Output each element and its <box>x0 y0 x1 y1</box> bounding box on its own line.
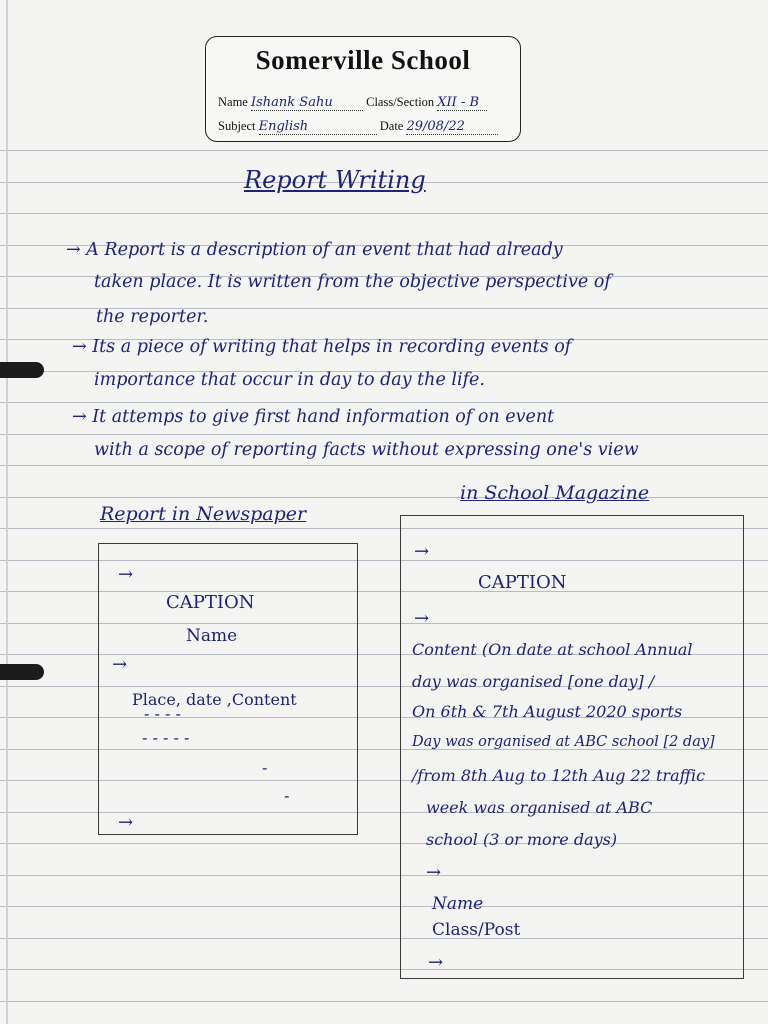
magazine-content-line-1: Content (On date at school Annual <box>412 640 693 659</box>
subject-label: Subject <box>218 119 256 133</box>
newspaper-name: Name <box>186 626 238 646</box>
magazine-arrow-1: → <box>414 541 430 562</box>
magazine-content-line-5: /from 8th Aug to 12th Aug 22 traffic <box>412 766 706 785</box>
newspaper-place-date: Place, date ,Content <box>132 690 297 709</box>
magazine-caption: CAPTION <box>478 572 567 593</box>
school-header <box>205 36 521 142</box>
ruled-line <box>0 1001 768 1002</box>
newspaper-report-box <box>98 543 358 835</box>
point-line-7: with a scope of reporting facts without expressing one's view <box>94 440 639 460</box>
magazine-class-post: Class/Post <box>432 920 521 940</box>
binder-ring-bottom <box>0 664 44 680</box>
magazine-heading: in School Magazine <box>460 482 650 504</box>
ruled-line <box>0 402 768 403</box>
magazine-arrow-2: → <box>414 608 430 629</box>
newspaper-arrow-2: → <box>112 654 128 675</box>
name-value: Ishank Sahu <box>251 95 363 111</box>
ruled-line <box>0 213 768 214</box>
newspaper-caption: CAPTION <box>166 592 255 613</box>
ruled-line <box>0 434 768 435</box>
point-line-3: the reporter. <box>96 307 209 327</box>
newspaper-heading: Report in Newspaper <box>100 503 307 525</box>
newspaper-dash-1: - - - - <box>144 704 181 723</box>
page-margin <box>6 0 8 1024</box>
newspaper-arrow-3: → <box>118 812 134 833</box>
class-label: Class/Section <box>366 95 435 109</box>
class-value: XII - B <box>437 95 487 111</box>
newspaper-dash-3: - <box>262 758 268 777</box>
school-name: Somerville School <box>255 45 471 75</box>
ruled-line <box>0 465 768 466</box>
ruled-line <box>0 150 768 151</box>
magazine-arrow-4: → <box>428 952 444 973</box>
magazine-content-line-3: On 6th & 7th August 2020 sports <box>412 702 683 721</box>
magazine-content-line-4: Day was organised at ABC school [2 day] <box>412 734 715 750</box>
date-label: Date <box>379 119 404 133</box>
ruled-line <box>0 497 768 498</box>
magazine-name: Name <box>432 894 484 914</box>
point-line-1: → A Report is a description of an event that had already <box>66 240 563 260</box>
binder-ring-top <box>0 362 44 378</box>
magazine-content-line-7: school (3 or more days) <box>426 830 618 849</box>
name-label: Name <box>218 95 248 109</box>
page-title: Report Writing <box>244 166 426 194</box>
name-class-row <box>218 95 487 111</box>
newspaper-arrow-1: → <box>118 564 134 585</box>
magazine-content-line-2: day was organised [one day] / <box>412 672 655 691</box>
date-value: 29/08/22 <box>406 119 498 135</box>
magazine-content-line-6: week was organised at ABC <box>426 798 653 817</box>
subject-date-row <box>218 119 498 135</box>
subject-value: English <box>259 119 377 135</box>
newspaper-dash-2: - - - - - <box>142 728 190 747</box>
point-line-4: → Its a piece of writing that helps in recording events of <box>72 337 572 357</box>
point-line-5: importance that occur in day to day the life. <box>94 370 485 390</box>
magazine-arrow-3: → <box>426 862 442 883</box>
point-line-6: → It attemps to give first hand information of on event <box>72 407 555 427</box>
point-line-2: taken place. It is written from the objective perspective of <box>94 272 611 292</box>
newspaper-dash-4: - <box>284 786 290 805</box>
